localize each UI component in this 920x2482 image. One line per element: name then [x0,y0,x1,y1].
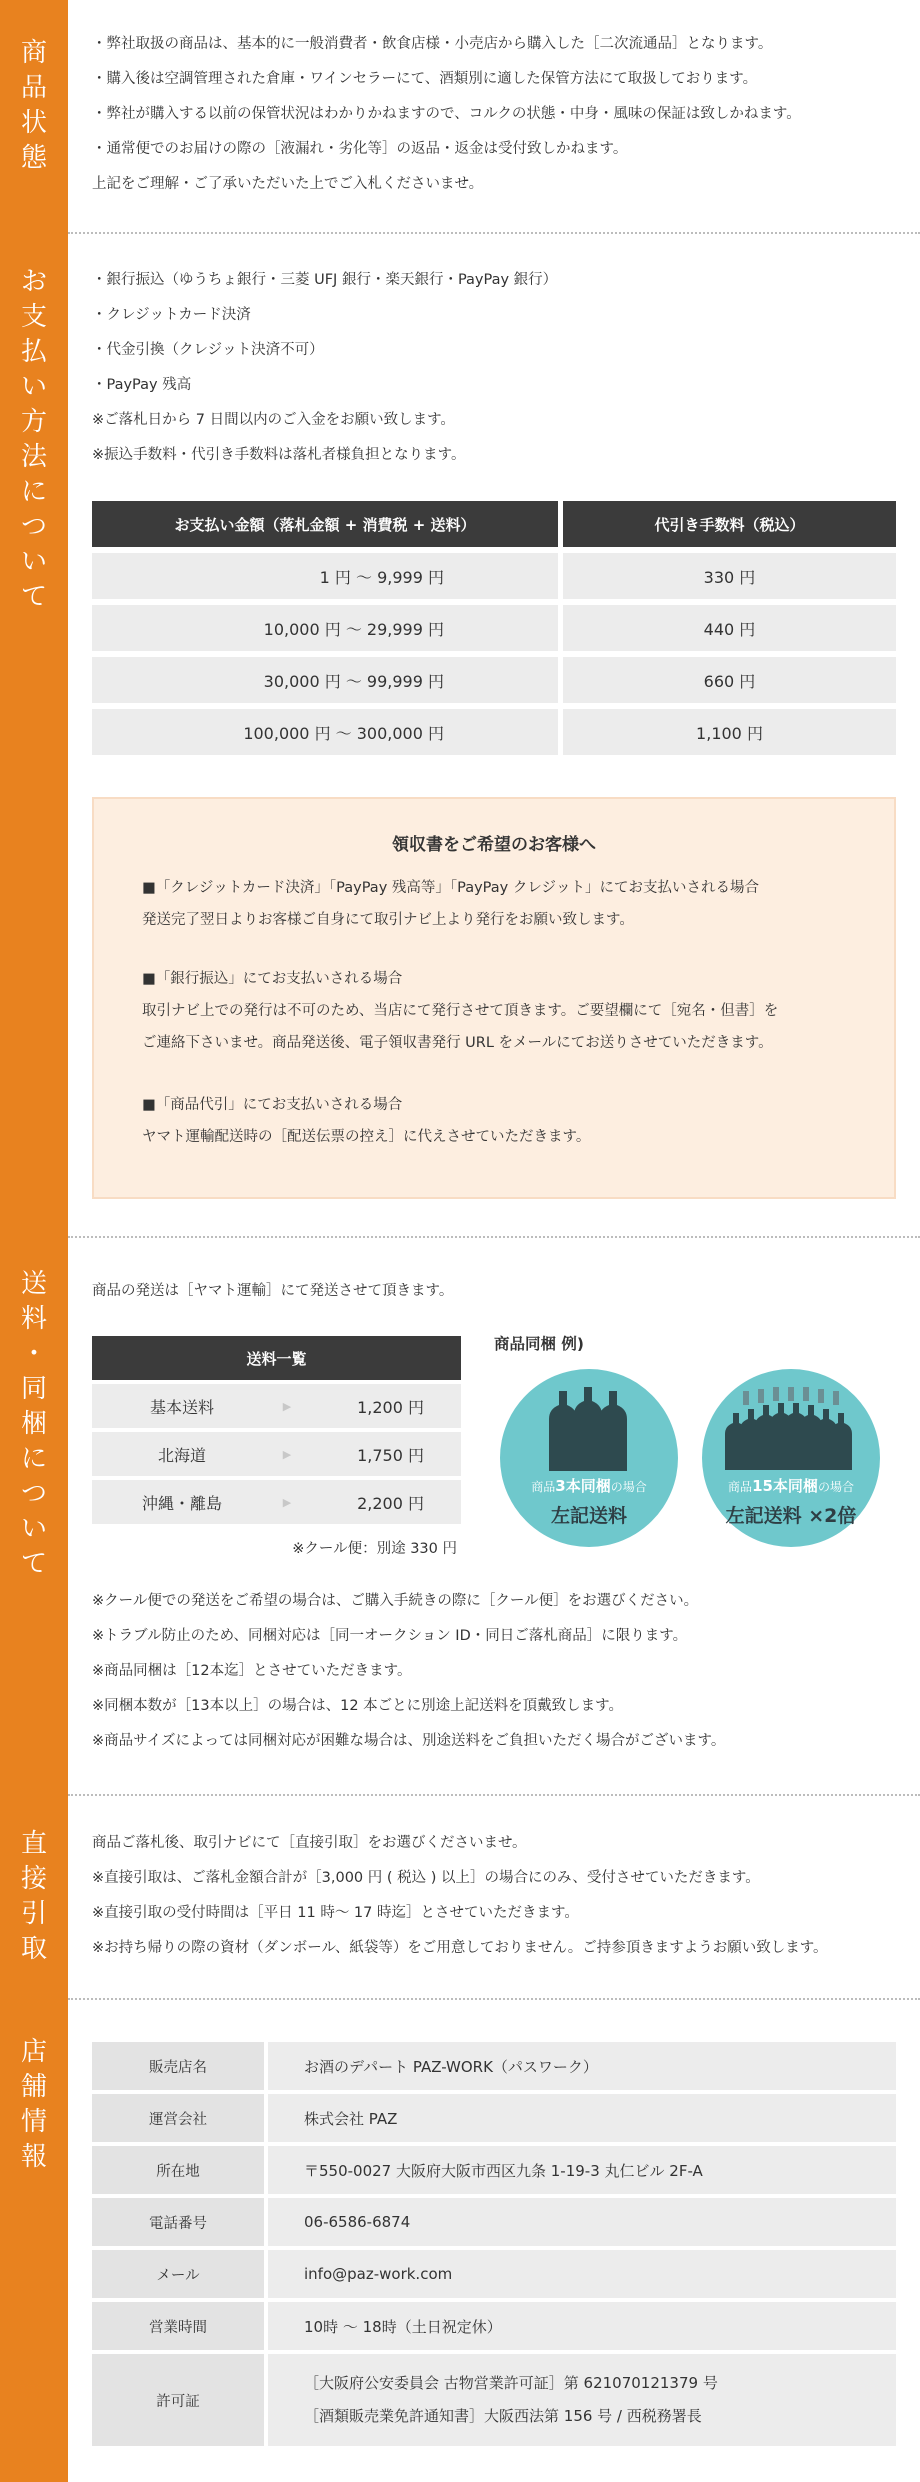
bundle-example-3 [500,1369,678,1547]
info-row [92,2094,896,2142]
region: 沖縄・離島 [141,1493,222,1513]
caption-suffix: の場合 [610,1480,647,1494]
label-char: 料 [20,1304,47,1334]
label-char: 接 [20,1864,47,1894]
label-char: 状 [20,108,47,138]
label-char: 方 [20,407,47,437]
shipping-notes [92,1584,725,1759]
example-caption [500,1475,678,1496]
pickup-line: ※直接引取の受付時間は［平日 11 時〜 17 時迄］とさせていただきます。 [92,1905,579,1921]
label-char: つ [20,512,47,542]
receipt-line: ご連絡下さいませ。商品発送後、電子領収書発行 URL をメールにてお送りさせていただきます。 [142,1035,773,1051]
label-char: 法 [20,442,47,472]
label-char: い [20,372,47,402]
arrow-right-icon: ▶ [282,1399,292,1413]
condition-line: ・通常便でのお届けの際の［液漏れ・劣化等］の返品・返金は受付致しかねます。 [92,141,628,157]
arrow-right-icon: ▶ [282,1447,292,1461]
label-char: 支 [20,302,47,332]
info-value-text: 10時 〜 18時（土日祝定休） [304,2317,502,2336]
receipt-block [142,872,759,936]
label-char: 取 [20,1934,47,1964]
info-value [268,2094,896,2142]
header-fee: 代引き手数料（税込） [563,501,896,547]
shipping-note: ※クール便での発送をご希望の場合は、ご購入手続きの際に［クール便］をお選びください。 [92,1593,699,1609]
pickup-line: ※直接引取は、ご落札金額合計が［3,000 円 ( 税込 ) 以上］の場合にのみ、受付させていただきます。 [92,1870,760,1886]
info-key: 販売店名 [92,2042,264,2090]
label-char: い [20,1514,47,1544]
info-key: 運営会社 [92,2094,264,2142]
cell-fee: 1,100 円 [563,709,896,755]
shipping-note: ※商品サイズによっては同梱対応が困難な場合は、別途送料をご負担いただく場合がございます。 [92,1733,726,1749]
label-char: お [20,267,47,297]
table-header [92,501,896,547]
info-value-text: 〒550-0027 大阪府大阪市西区九条 1-19-3 丸仁ビル 2F-A [304,2161,703,2180]
receipt-line: ■「商品代引」にてお支払いされる場合 [142,1097,403,1113]
pickup-line: ※お持ち帰りの際の資材（ダンボール、紙袋等）をご用意しておりません。ご持参頂きますようお願い致します。 [92,1940,828,1956]
label-char: 直 [20,1829,47,1859]
store-info-table [92,2042,896,2450]
table-row [92,553,896,599]
receipt-title: 領収書をご希望のお客様へ [392,835,596,855]
info-row [92,2302,896,2350]
info-value [268,2042,896,2090]
condition-line: 上記をご理解・ご了承いただいた上でご入札くださいませ。 [92,176,484,192]
payment-line: ・銀行振込（ゆうちょ銀行・三菱 UFJ 銀行・楽天銀行・PayPay 銀行） [92,272,558,288]
info-value [268,2198,896,2246]
divider [68,1236,920,1238]
label-char: に [20,1444,47,1474]
label-char: ・ [20,1339,47,1369]
info-value-text: ［大阪府公安委員会 古物営業許可証］第 621070121379 号 [304,2374,718,2392]
label-char: 品 [20,73,47,103]
label-char: つ [20,1479,47,1509]
info-value [268,2302,896,2350]
pickup-text [92,1826,912,1966]
condition-line: ・弊社が購入する以前の保管状況はわかりかねますので、コルクの状態・中身・風味の保証は致しかねます。 [92,106,801,122]
example-result: 左記送料 [550,1505,627,1527]
label-condition [0,36,68,176]
info-row [92,2042,896,2090]
label-char: 報 [20,2142,47,2172]
caption-prefix: 商品 [531,1480,556,1494]
label-char: 店 [20,2037,47,2067]
shipping-fee-table [92,1336,461,1524]
label-payment [0,265,68,615]
cell-amount: 30,000 円 〜 99,999 円 [92,657,558,703]
bundle-title: 商品同梱 例) [494,1335,584,1353]
label-char: 梱 [20,1409,47,1439]
condition-line: ・弊社取扱の商品は、基本的に一般消費者・飲食店様・小売店から購入した［二次流通品］となります。 [92,36,773,52]
table-row [92,1384,461,1428]
payment-line: ・PayPay 残高 [92,377,192,393]
info-row [92,2146,896,2194]
payment-line: ※振込手数料・代引き手数料は落札者様負担となります。 [92,447,466,463]
label-char: 態 [20,143,47,173]
label-char: 同 [20,1374,47,1404]
caption-suffix: の場合 [817,1480,854,1494]
shipping-table-title: 送料一覧 [92,1336,461,1380]
cell-amount: 10,000 円 〜 29,999 円 [92,605,558,651]
divider [68,1794,920,1796]
receipt-block [142,963,778,1059]
info-value-text: お酒のデパート PAZ-WORK（パスワーク） [304,2057,598,2076]
region: 基本送料 [149,1397,214,1417]
price: 1,200 円 [357,1397,424,1417]
pickup-line: 商品ご落札後、取引ナビにて［直接引取］をお選びくださいませ。 [92,1835,527,1851]
bundle-example-15 [702,1369,880,1547]
info-key: メール [92,2250,264,2298]
info-row [92,2354,896,2446]
table-row [92,709,896,755]
payment-line: ※ご落札日から 7 日間以内のご入金をお願い致します。 [92,412,455,428]
receipt-line: 発送完了翌日よりお客様ご自身にて取引ナビ上より発行をお願い致します。 [142,912,634,928]
info-key: 電話番号 [92,2198,264,2246]
label-char: に [20,477,47,507]
shipping-intro: 商品の発送は［ヤマト運輸］にて発送させて頂きます。 [92,1283,454,1299]
receipt-line: ■「銀行振込」にてお支払いされる場合 [142,971,403,987]
info-row [92,2198,896,2246]
shipping-note: ※同梱本数が［13本以上］の場合は、12 本ごとに別途上記送料を頂戴致します。 [92,1698,623,1714]
cod-fee-table [92,501,896,755]
info-row [92,2250,896,2298]
info-value [268,2354,896,2446]
table-row [92,605,896,651]
label-shipping [0,1267,68,1582]
condition-line: ・購入後は空調管理された倉庫・ワインセラーにて、酒類別に適した保管方法にて取扱しております。 [92,71,758,87]
info-value-text: ［酒類販売業免許通知書］大阪西法第 156 号 / 西税務署長 [304,2407,702,2425]
region: 北海道 [157,1445,206,1465]
payment-section [68,0,920,1240]
receipt-block [142,1089,590,1153]
info-value [268,2250,896,2298]
cell-fee: 440 円 [563,605,896,651]
info-key: 所在地 [92,2146,264,2194]
table-row [92,1432,461,1476]
store-section [68,2000,920,2482]
cool-note: ※クール便：別途 330 円 [292,1541,457,1557]
label-char: 商 [20,38,47,68]
cell-amount: 1 円 〜 9,999 円 [92,553,558,599]
shipping-note: ※トラブル防止のため、同梱対応は［同一オークション ID・同日ご落札商品］に限ります。 [92,1628,688,1644]
payment-line: ・代金引換（クレジット決済不可） [92,342,324,358]
example-result: 左記送料 ×2倍 [725,1505,857,1527]
cell-fee: 330 円 [563,553,896,599]
info-email[interactable]: info@paz-work.com [304,2265,453,2283]
label-char: 送 [20,1269,47,1299]
price: 2,200 円 [357,1493,424,1513]
receipt-box [92,797,896,1199]
label-char: 引 [20,1899,47,1929]
info-value-text: 06-6586-6874 [304,2213,411,2231]
label-char: て [20,1549,47,1579]
arrow-right-icon: ▶ [282,1495,292,1509]
table-row [92,1480,461,1524]
info-value [268,2146,896,2194]
info-key: 営業時間 [92,2302,264,2350]
caption-prefix: 商品 [728,1480,753,1494]
receipt-line: 取引ナビ上での発行は不可のため、当店にて発行させて頂きます。ご要望欄にて［宛名・但書］を [142,1003,779,1019]
caption-count: 15本同梱 [752,1477,818,1495]
shipping-note: ※商品同梱は［12本迄］とさせていただきます。 [92,1663,412,1679]
receipt-line: ヤマト運輸配送時の［配送伝票の控え］に代えさせていただきます。 [142,1129,591,1145]
cell-fee: 660 円 [563,657,896,703]
label-char: い [20,547,47,577]
label-pickup [0,1827,68,1967]
label-store [0,2035,68,2175]
label-char: 情 [20,2107,47,2137]
receipt-line: ■「クレジットカード決済」「PayPay 残高等」「PayPay クレジット」にてお支払いされる場合 [142,880,759,896]
label-char: 舗 [20,2072,47,2102]
header-amount: お支払い金額（落札金額 + 消費税 + 送料） [92,501,558,547]
info-value-text: 株式会社 PAZ [304,2109,398,2128]
example-caption [702,1475,880,1496]
shipping-section [68,1246,920,1776]
price: 1,750 円 [357,1445,424,1465]
payment-line: ・クレジットカード決済 [92,307,251,323]
cell-amount: 100,000 円 〜 300,000 円 [92,709,558,755]
payment-methods [92,263,557,473]
label-char: て [20,582,47,612]
label-char: 払 [20,337,47,367]
caption-count: 3本同梱 [555,1477,611,1495]
info-key: 許可証 [92,2354,264,2446]
table-row [92,657,896,703]
